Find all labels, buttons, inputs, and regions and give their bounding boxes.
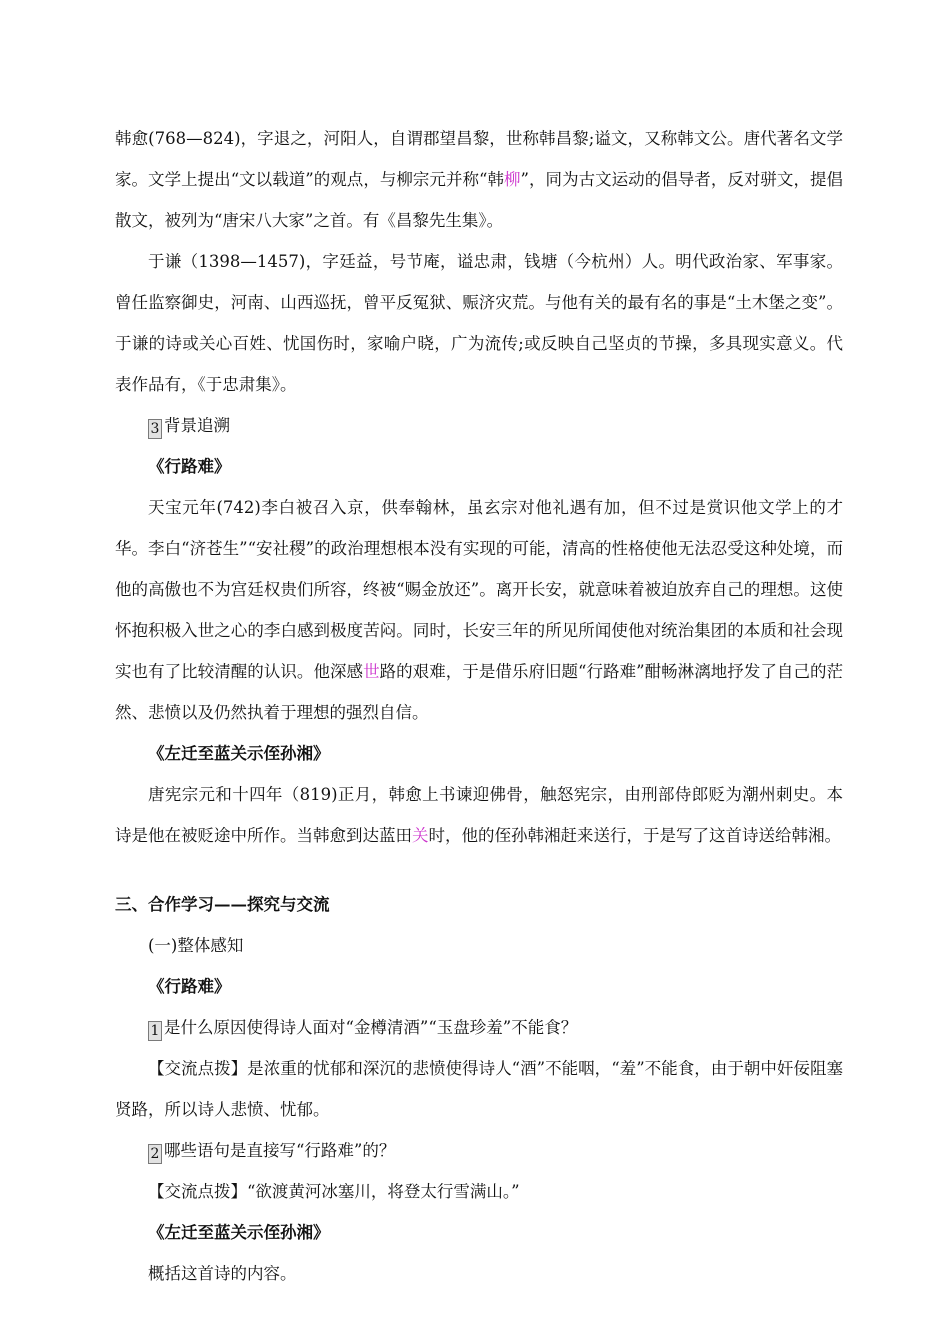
number-box-3: 3 (148, 419, 162, 439)
highlighted-char: 世 (363, 662, 380, 681)
document-body (115, 118, 843, 1294)
poem-title-xinglunan-2: 《行路难》 (148, 977, 231, 996)
section-spacer (115, 856, 843, 884)
answer-1: 【交流点拨】是浓重的忧郁和深沉的悲愤使得诗人“酒”不能咽，“羞”不能食，由于朝中奸佞阻塞贤路，所以诗人悲愤、忧郁。 (115, 1059, 843, 1119)
xinglunan-background: 天宝元年(742)李白被召入京，供奉翰林，虽玄宗对他礼遇有加，但不过是赏识他文学上的才华。李白“济苍生”“安社稷”的政治理想根本没有实现的可能，清高的性格使他无法忍受这种处境，而他的高傲也不为宫廷权贵们所容，终被“赐金放还”。离开长安，就意味着被迫放弃自己的理想。这使怀抱积极入世之心的李白感到极度苦闷。同时，长安三年的所见所闻使他对统治集团的本质和社会现实也有了比较清醒的认识。他深感世路的艰难，于是借乐府旧题“行路难”酣畅淋漓地抒发了自己的茫然、悲愤以及仍然执着于理想的强烈自信。 (115, 498, 844, 722)
number-box-1: 1 (148, 1021, 162, 1041)
background-heading: 3 背景追溯 (115, 405, 843, 446)
subsection-heading: (一)整体感知 (148, 936, 244, 955)
highlighted-char: 柳 (504, 170, 521, 189)
poem-title-xinglunan: 《行路难》 (148, 457, 231, 476)
highlighted-char: 关 (412, 826, 429, 845)
zuoqian-background: 唐宪宗元和十四年（819)正月，韩愈上书谏迎佛骨，触怒宪宗，由刑部侍郎贬为潮州刺史。本诗是他在被贬途中所作。当韩愈到达蓝田关时，他的侄孙韩湘赶来送行，于是写了这首诗送给韩湘。 (115, 785, 843, 845)
answer-2: 【交流点拨】“欲渡黄河冰塞川，将登太行雪满山。” (148, 1182, 520, 1201)
question-1: 1 是什么原因使得诗人面对“金樽清酒”“玉盘珍羞”不能食？ (115, 1007, 843, 1048)
task-text: 概括这首诗的内容。 (148, 1264, 297, 1283)
poem-title-zuoqian: 《左迁至蓝关示侄孙湘》 (148, 744, 330, 763)
yu-qian-bio: 于谦（1398—1457)，字廷益，号节庵，谥忠肃，钱塘（今杭州）人。明代政治家、军事家。曾任监察御史，河南、山西巡抚，曾平反冤狱、赈济灾荒。与他有关的最有名的事是“土木堡之变”。于谦的诗或关心百姓、忧国伤时，家喻户晓，广为流传;或反映自己坚贞的节操，多具现实意义。代表作品有，《于忠肃集》。 (115, 252, 843, 394)
poem-title-zuoqian-2: 《左迁至蓝关示侄孙湘》 (148, 1223, 330, 1242)
han-yu-bio: 韩愈(768—824)，字退之，河阳人，自谓郡望昌黎，世称韩昌黎;谥文，又称韩文公。唐代著名文学家。文学上提出“文以载道”的观点，与柳宗元并称“韩柳”，同为古文运动的倡导者，反对骈文，提倡散文，被列为“唐宋八大家”之首。有《昌黎先生集》。 (115, 129, 844, 230)
section-heading: 三、合作学习——探究与交流 (115, 895, 330, 914)
number-box-2: 2 (148, 1144, 162, 1164)
question-2: 2 哪些语句是直接写“行路难”的？ (115, 1130, 843, 1171)
